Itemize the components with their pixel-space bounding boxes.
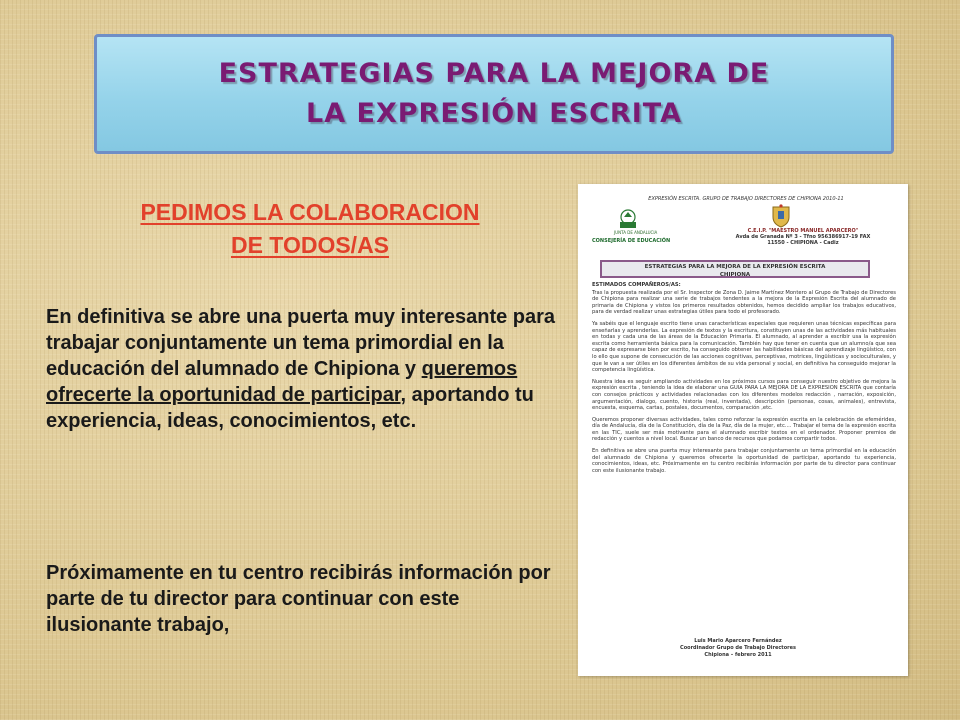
document-paragraph-4: Queremos proponer diversas actividades, tales como reforzar la expresión escrita en la celebración de efemérides, día de Andalucía, día de la Constitución, día de la Paz, día de la mujer, etc.... Trabajar el tema de la expresión escrita en las TIC, suele ser más motivante para el alumnado escribir textos en el ordenador. Proponer premios de redacción y cuentos a nivel local. Buscar un banco de recursos que podamos compartir todos. <box>592 416 896 443</box>
paragraph-invitation <box>46 304 566 434</box>
school-info <box>728 228 878 246</box>
document-body <box>592 282 896 479</box>
document-signature <box>668 638 808 659</box>
title-line-1: ESTRATEGIAS PARA LA MEJORA DE <box>218 58 770 89</box>
paragraph-1-text-before: En definitiva se abre una puerta muy interesante para trabajar conjuntamente un tema primordial en la educación del alumnado de Chipiona y <box>46 306 556 380</box>
paragraph-next-steps: Próximamente en tu centro recibirás información por parte de tu director para continuar con este ilusionante trabajo, <box>46 562 551 636</box>
junta-andalucia-logo-icon <box>614 208 642 230</box>
paragraph-1-underlined: queremos ofrecerte la oportunidad de participar <box>46 358 518 406</box>
letter-document-image <box>578 184 908 676</box>
document-header-line: EXPRESIÓN ESCRITA. GRUPO DE TRABAJO DIRECTORES DE CHIPIONA 2010-11 <box>648 196 844 202</box>
signature-role: Coordinador Grupo de Trabajo Directores <box>680 645 796 651</box>
heading-line-1: PEDIMOS LA COLABORACION <box>140 199 480 225</box>
paragraph-1-text-after: , aportando tu experiencia, ideas, conocimientos, etc. <box>46 384 534 432</box>
document-title-line-1: ESTRATEGIAS PARA LA MEJORA DE LA EXPRESIÓN ESCRITA <box>644 264 826 270</box>
signature-name: Luis Mario Aparcero Fernández <box>694 638 782 644</box>
document-title-box <box>600 260 870 278</box>
school-name: C.E.I.P. "MAESTRO MANUEL APARCERO" <box>747 228 859 234</box>
signature-place-date: Chipiona – febrero 2011 <box>704 652 772 658</box>
section-heading <box>40 196 580 262</box>
consejeria-label: CONSEJERÍA DE EDUCACIÓN <box>592 238 671 244</box>
document-paragraph-3: Nuestra idea es seguir ampliando actividades en los próximos cursos para conseguir nuestro objetivo de mejora la expresión escrita , teniendo la idea de elaborar una GUIA PARA LA MEJORA DE LA EXPRESION ESCRITA que contaría con consejos prácticos y actividades relacionadas con los diferentes modelos redacción , narración, exposición, argumentación, dialogo, cuento, historia (real, inventada), descripción (personas, cosas, animales), entrevista, encuesta, esquema, cartas, postales, documentos, comparación ,etc. <box>592 378 896 412</box>
junta-label: JUNTA DE ANDALUCIA <box>614 230 658 235</box>
school-address: Avda de Granada Nº 3 - Tfno 956386917-19 FAX <box>735 234 871 240</box>
document-paragraph-5: En definitiva se abre una puerta muy interesante para trabajar conjuntamente un tema primordial en la educación del alumnado de Chipiona y queremos ofrecerte la oportunidad de participar, aportando tu experiencia, conocimientos, ideas, etc. Próximamente en tu centro recibirás información por parte de tu director para continuar con este ilusionante trabajo. <box>592 448 896 474</box>
heading-line-2: DE TODOS/AS <box>230 232 390 258</box>
document-greeting: ESTIMADOS COMPAÑEROS/AS: <box>592 282 681 288</box>
document-paragraph-2: Ya sabéis que el lenguaje escrito tiene unas características especiales que requieren unas técnicas específicas para enseñarlas y aprenderlas. La expresión de textos y la escritura, constituyen unas de las actividades más habituales en todas y cada una de las áreas de la Educación Primaria. El alumnado, al aprender a escribir usa la expresión escrita como herramienta básica para la comunicación. También hay que tener en cuenta que un alumno/a que sea capaz de expresarse bien por escrito, ha conseguido obtener las habilidades básicas del aprendizaje lingüístico, con lo ello que supone de consecución de las acciones cognitivas, perceptivas, motrices, lingüísticas y socioculturales, y que le van a ser útiles en los diferentes ámbitos de su vida personal y social, en definitiva ha conseguido mejorar la competencia lingüística. <box>592 320 896 374</box>
document-paragraph-1: Tras la propuesta realizada por el Sr. Inspector de Zona D. Jaime Martínez Montero al Grupo de Trabajo de Directores de Chipiona para realizar una serie de trabajos tendentes a la mejora de la Expresión Escrita del alumnado de primaria de Chipiona y vistos los primeros resultados obtenidos, hemos decidido ampliar los trabajos educativos, para de verdad realizar unas estrategias útiles para todo el profesorado. <box>592 289 896 316</box>
school-crest-icon <box>770 204 792 228</box>
school-city: 11550 - CHIPIONA - Cadiz <box>767 240 839 246</box>
title-line-2: LA EXPRESIÓN ESCRITA <box>306 98 682 129</box>
document-title-line-2: CHIPIONA <box>719 272 751 278</box>
title-banner <box>94 34 894 154</box>
